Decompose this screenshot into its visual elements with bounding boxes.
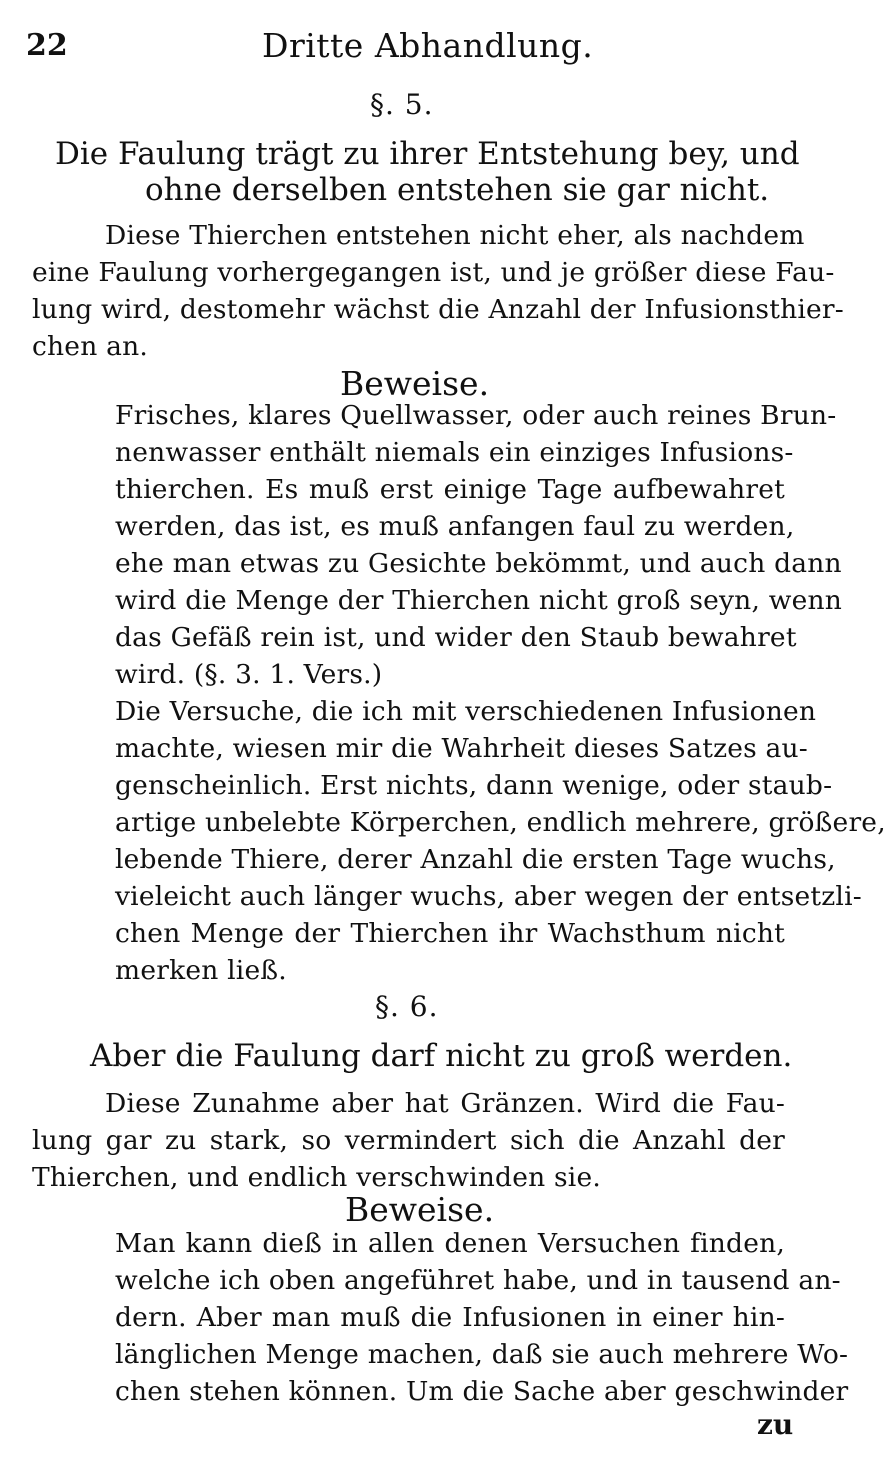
text-line: lebende Thiere, derer Anzahl die ersten Tage wuchs, [115, 844, 836, 875]
text-line: lung wird, destomehr wächst die Anzahl der Infusionsthier- [32, 294, 844, 325]
text-line: machte, wiesen mir die Wahrheit dieses Satzes au- [115, 733, 808, 764]
text-line: eine Faulung vorhergegangen ist, und je größer diese Fau- [32, 257, 835, 288]
catchword: zu [757, 1408, 794, 1441]
text-line: thierchen. Es muß erst einige Tage aufbewahret [115, 474, 785, 505]
text-line: Diese Zunahme aber hat Gränzen. Wird die Fau- [105, 1088, 785, 1119]
text-line: merken ließ. [115, 955, 287, 986]
text-line: Diese Thierchen entstehen nicht eher, als nachdem [105, 220, 805, 251]
running-title: Dritte Abhandlung. [262, 26, 594, 65]
text-line: nenwasser enthält niemals ein einziges Infusions- [115, 437, 794, 468]
text-line: wird. (§. 3. 1. Vers.) [115, 659, 383, 690]
section-mark-5: §. 5. [370, 88, 434, 121]
text-line: wird die Menge der Thierchen nicht groß seyn, wenn [115, 585, 843, 616]
text-line: chen an. [32, 331, 148, 362]
text-line: Thierchen, und endlich verschwinden sie. [32, 1162, 601, 1193]
text-line: werden, das ist, es muß anfangen faul zu werden, [115, 511, 795, 542]
proof-heading-6: Beweise. [345, 1190, 495, 1229]
text-line: Man kann dieß in allen denen Versuchen finden, [115, 1228, 785, 1259]
section-heading-5-line2: ohne derselben entstehen sie gar nicht. [145, 172, 770, 208]
text-line: genscheinlich. Erst nichts, dann wenige, oder staub- [115, 770, 833, 801]
text-line: welche ich oben angeführet habe, und in tausend an- [115, 1265, 841, 1296]
text-line: artige unbelebte Körperchen, endlich mehrere, größere, [115, 807, 886, 838]
text-line: ehe man etwas zu Gesichte bekömmt, und auch dann [115, 548, 842, 579]
section-mark-6: §. 6. [375, 990, 439, 1023]
text-line: chen stehen können. Um die Sache aber geschwinder [115, 1376, 849, 1407]
section-heading-6: Aber die Faulung darf nicht zu groß werden. [90, 1038, 793, 1074]
text-line: Frisches, klares Quellwasser, oder auch reines Brun- [115, 400, 837, 431]
page-number: 22 [26, 28, 68, 63]
text-line: länglichen Menge machen, daß sie auch mehrere Wo- [115, 1339, 849, 1370]
text-line: das Gefäß rein ist, und wider den Staub bewahret [115, 622, 797, 653]
text-line: dern. Aber man muß die Infusionen in einer hin- [115, 1302, 785, 1333]
text-line: Die Versuche, die ich mit verschiedenen Infusionen [115, 696, 817, 727]
text-line: chen Menge der Thierchen ihr Wachsthum nicht [115, 918, 785, 949]
text-line: lung gar zu stark, so vermindert sich die Anzahl der [32, 1125, 785, 1156]
text-line: vieleicht auch länger wuchs, aber wegen der entsetzli- [115, 881, 862, 912]
proof-heading-5: Beweise. [340, 364, 490, 403]
section-heading-5-line1: Die Faulung trägt zu ihrer Entstehung bey, und [55, 136, 800, 172]
